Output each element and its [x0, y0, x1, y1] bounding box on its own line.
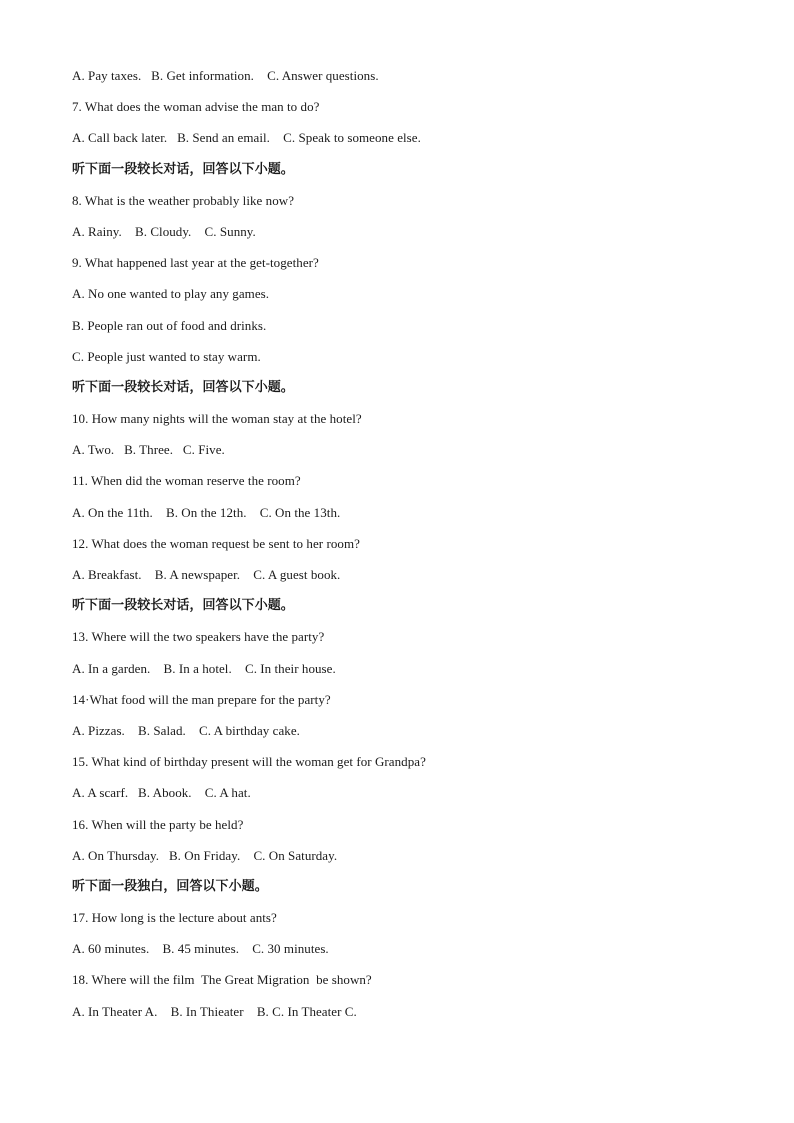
options-q17: A. 60 minutes. B. 45 minutes. C. 30 minutes.	[72, 941, 329, 957]
option-q9-c: C. People just wanted to stay warm.	[72, 348, 261, 364]
options-q15: A. A scarf. B. Abook. C. A hat.	[72, 785, 251, 801]
section-heading: 听下面一段较长对话，回答以下小题。	[72, 161, 294, 177]
question-18: 18. Where will the film The Great Migration be shown?	[72, 972, 372, 988]
section-heading: 听下面一段较长对话，回答以下小题。	[72, 379, 294, 395]
option-q9-a: A. No one wanted to play any games.	[72, 286, 270, 302]
question-16: 16. When will the party be held?	[72, 816, 244, 832]
question-9: 9. What happened last year at the get-together?	[72, 255, 319, 271]
options-q6: A. Pay taxes. B. Get information. C. Answer questions.	[72, 68, 379, 83]
question-12: 12. What does the woman request be sent to her room?	[72, 535, 360, 551]
options-q7: A. Call back later. B. Send an email. C. Speak to someone else.	[72, 130, 421, 146]
section-heading: 听下面一段较长对话，回答以下小题。	[72, 598, 294, 614]
question-17: 17. How long is the lecture about ants?	[72, 910, 277, 926]
question-8: 8. What is the weather probably like now?	[72, 192, 295, 208]
options-q18: A. In Theater A. B. In Thieater B. C. In Theater C.	[72, 1003, 357, 1019]
options-q10: A. Two. B. Three. C. Five.	[72, 442, 225, 458]
option-q9-b: B. People ran out of food and drinks.	[72, 317, 267, 333]
question-13: 13. Where will the two speakers have the party?	[72, 629, 325, 645]
question-11: 11. When did the woman reserve the room?	[72, 473, 301, 489]
options-q8: A. Rainy. B. Cloudy. C. Sunny.	[72, 223, 256, 239]
document-page	[72, 66, 752, 1033]
options-q14: A. Pizzas. B. Salad. C. A birthday cake.	[72, 722, 300, 738]
options-q11: A. On the 11th. B. On the 12th. C. On the 13th.	[72, 504, 341, 520]
options-q12: A. Breakfast. B. A newspaper. C. A guest book.	[72, 567, 341, 582]
section-heading: 听下面一段独白，回答以下小题。	[72, 878, 268, 894]
question-15: 15. What kind of birthday present will the woman get for Grandpa?	[72, 754, 426, 770]
options-q16: A. On Thursday. B. On Friday. C. On Saturday.	[72, 847, 338, 863]
question-14: 14·What food will the man prepare for the party?	[72, 691, 331, 707]
options-q13: A. In a garden. B. In a hotel. C. In their house.	[72, 660, 336, 676]
question-10: 10. How many nights will the woman stay at the hotel?	[72, 411, 362, 427]
question-7: 7. What does the woman advise the man to do?	[72, 99, 320, 115]
